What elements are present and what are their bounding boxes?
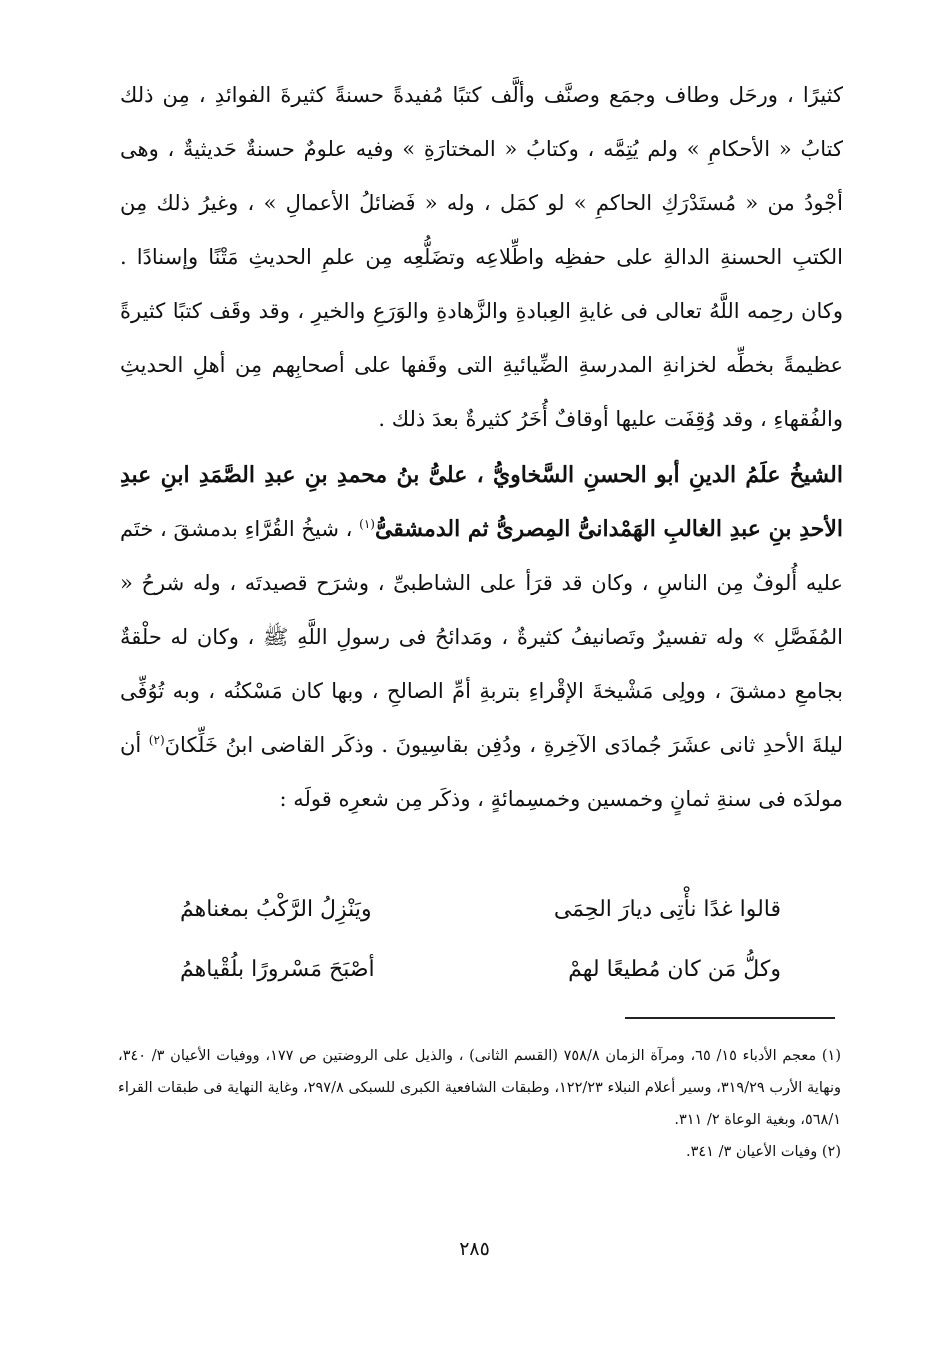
poem-hemistich-second: أصْبَحَ مَسْرورًا بلُقْياهمُ — [180, 957, 375, 982]
footnote-divider — [625, 1017, 835, 1019]
footnote: (١) معجم الأدباء ١٥/ ٦٥، ومرآة الزمان ٧٥٨/٨ (القسم الثانى) ، والذيل على الروضتين ص ١٧٧، ووفيات الأعيان ٣/ ٣٤٠، ونهاية الأرب ٣١٩/٢٩، وسير أعلام النبلاء ١٢٢/٢٣، وطبقات الشافعية الكبرى للسبكى ٢٩٧/٨، وغاية النهاية فى طبقات القراء ٥٦٨/١، وبغية الوعاة ٢/ ٣١١. — [118, 1048, 842, 1128]
poem-hemistich-first: وكلُّ مَن كان مُطيعًا لهمْ — [568, 957, 781, 982]
biography-entry — [120, 448, 843, 826]
entry-text: ، شيخُ القُرَّاءِ بدمشقَ ، ختَم عليه أُلوفٌ مِن الناسِ ، وكان قد قرَأ على الشاطبىِّ ، وشرَح قصيدتَه ، وله شرحُ « المُفَصَّلِ » وله تفسيرٌ وتَصانيفُ كثيرةٌ ، ومَدائحُ فى رسولِ اللَّهِ ﷺ ، وكان له حلْقةٌ بجامعِ دمشقَ ، وولِى مَشْيخةَ الإقْراءِ بتربةِ أمِّ الصالحِ ، وبها كان مَسْكنُه ، وبه تُوُفِّى ليلةَ الأحدِ ثانى عشَرَ جُمادَى الآخِرةِ ، ودُفِن بقاسِيونَ . وذكَر القاضى ابنُ خَلِّكانَ — [120, 517, 843, 757]
paragraph: كثيرًا ، ورحَل وطاف وجمَع وصنَّف وألَّف كتبًا مُفيدةً حسنةً كثيرةَ الفوائدِ ، مِن ذلك كتابُ « الأحكامِ » ولم يُتِمَّه ، وكتابُ « المختارَةِ » وفيه علومٌ حسنةٌ حَديثيةٌ ، وهى أجْودُ من « مُستَدْرَكِ الحاكمِ » لو كمَل ، وله « فَضائلُ الأعمالِ » ، وغيرُ ذلك مِن الكتبِ الحسنةِ الدالةِ على حفظِه واطِّلاعِه وتضَلُّعِه مِن علمِ الحديثِ مَتْنًا وإسنادًا . وكان رحِمه اللَّهُ تعالى فى غايةِ العِبادةِ والزَّهادةِ والوَرَعِ والخيرِ ، وقد وقَف كتبًا كثيرةً عظيمةً بخطِّه لخزانةِ المدرسةِ الضِّيائيةِ التى وقَفها على أصحابِهم مِن أهلِ الحديثِ والفُقهاءِ ، وقد وُقِفَت عليها أوقافٌ أُخَرُ كثيرةٌ بعدَ ذلك . — [120, 83, 843, 431]
poem-hemistich-second: ويَنْزِلُ الرَّكْبُ بمغناهمُ — [180, 897, 372, 922]
entry-heading: الشيخُ علَمُ الدينِ أبو الحسنِ السَّخاويُّ ، علىُّ بنُ محمدِ بنِ عبدِ الصَّمَدِ ابنِ عبدِ الأحدِ بنِ عبدِ الغالبِ الهَمْدانىُّ المِصرىُّ ثم الدمشقىُّ — [120, 462, 844, 542]
entry-text-continued: أن مولدَه فى سنةِ ثمانٍ وخمسين وخمسِمائةٍ ، وذكَر مِن شعرِه قولَه : — [120, 733, 843, 811]
page-number: ٢٨٥ — [459, 1238, 490, 1260]
poem-verse — [180, 940, 781, 1000]
footnote-reference[interactable]: (١) — [359, 517, 375, 531]
poem — [180, 880, 781, 1000]
main-text — [120, 68, 843, 826]
poem-hemistich-first: قالوا غدًا نأْتِى ديارَ الحِمَى — [553, 897, 781, 922]
poem-verse — [180, 880, 781, 940]
footnotes — [118, 1040, 841, 1168]
footnote: (٢) وفيات الأعيان ٣/ ٣٤١. — [685, 1144, 841, 1160]
footnote-reference[interactable]: (٢) — [148, 733, 165, 747]
